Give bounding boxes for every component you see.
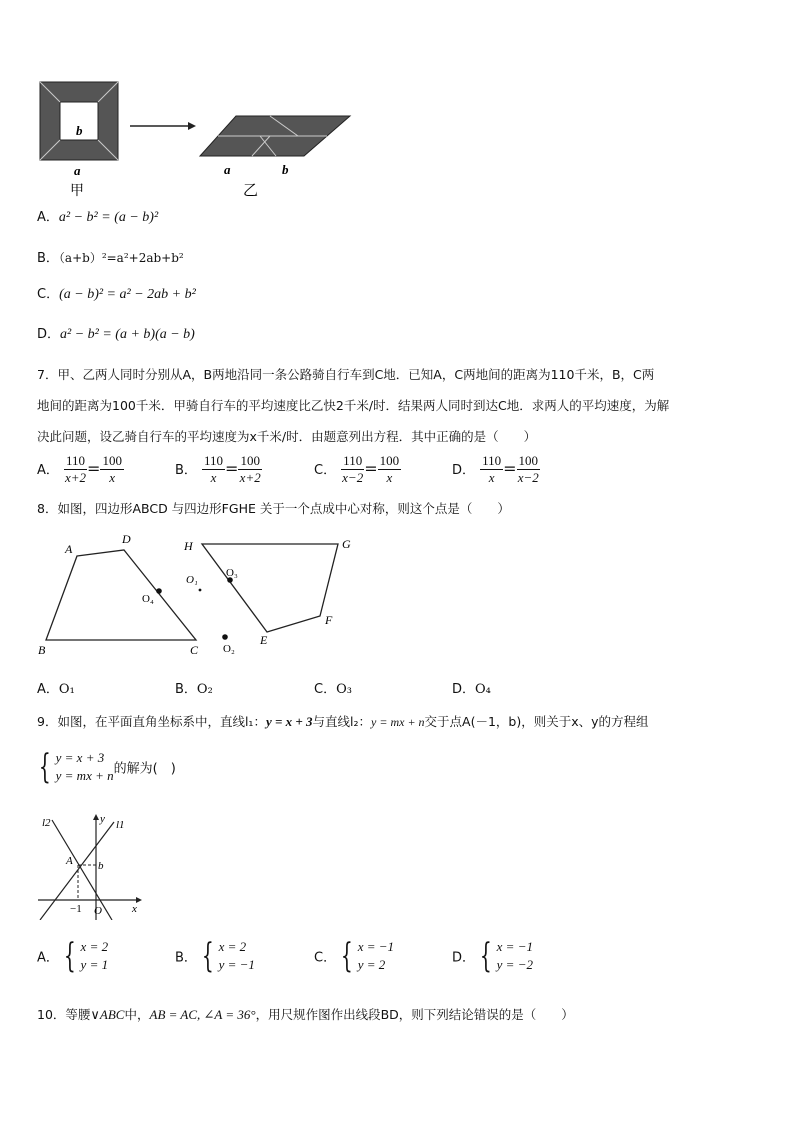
option-letter: D． <box>452 463 476 478</box>
figure-central-symmetry <box>36 528 366 658</box>
q8-question: 8．如图，四边形ABCD 与四边形FGHE 关于一个点成中心对称，则这个点是（ ） <box>37 501 510 516</box>
q10-question <box>37 1004 574 1023</box>
q9-text-pre: 9．如图，在平面直角坐标系中，直线l₁： <box>37 714 266 729</box>
fraction-left: $\frac{110}{x}$ <box>482 453 502 485</box>
system-eq-1: y = x + 3 <box>55 750 105 765</box>
label-o1: O₁ <box>186 574 198 586</box>
option-letter: B． <box>37 251 59 266</box>
q7-option-d[interactable]: D． $\frac{110}{x}$ = $\frac{100}{x-2}$ <box>452 453 539 485</box>
fraction-left: $\frac{110}{x}$ <box>204 453 224 485</box>
q7-option-c[interactable]: C． $\frac{110}{x-2}$ = $\frac{100}{x}$ <box>314 453 400 485</box>
label-o4: O₄ <box>142 593 154 605</box>
quad-abcd <box>46 550 196 640</box>
arrow-head <box>188 122 196 130</box>
label-o3: O₃ <box>226 567 238 579</box>
label-l1: l1 <box>116 819 125 831</box>
option-expression: a² − b² = (a + b)(a − b) <box>60 327 195 342</box>
option-letter: D． <box>452 682 476 697</box>
option-y: y = 2 <box>357 957 386 972</box>
option-letter: C． <box>314 950 337 966</box>
fraction-left: $\frac{110}{x+2}$ <box>64 453 87 485</box>
label-b-para: b <box>282 162 289 177</box>
option-letter: C． <box>314 682 337 697</box>
q10-text-post: ，用尺规作图作出线段BD，则下列结论错误的是（ ） <box>255 1007 574 1022</box>
option-y: y = −2 <box>496 957 533 972</box>
option-letter: A． <box>37 210 59 225</box>
label-y: y <box>100 813 105 825</box>
label-d: D <box>122 532 131 546</box>
label-o: O <box>94 905 102 917</box>
point-o4 <box>156 588 162 594</box>
label-b-square: b <box>76 123 83 138</box>
q9-eq1: y = x + 3 <box>265 714 313 729</box>
q9-option-b[interactable]: B． { x = 2 y = −1 <box>175 936 255 976</box>
label-h: H <box>184 539 193 553</box>
system-eq-2: y = mx + n <box>55 768 114 783</box>
label-o2: O₂ <box>223 643 235 655</box>
q9-eq2: y = mx + n <box>371 715 425 729</box>
system-suffix: 的解为( ) <box>113 761 176 777</box>
q7-option-a[interactable]: A． $\frac{110}{x+2}$ = $\frac{100}{x}$ <box>37 453 122 485</box>
option-letter: C． <box>37 287 60 302</box>
q6-option-b[interactable] <box>37 250 184 267</box>
fraction-right: $\frac{100}{x-2}$ <box>517 453 539 485</box>
label-x: x <box>132 903 137 915</box>
q9-option-c[interactable]: C． { x = −1 y = 2 <box>314 936 395 976</box>
q7-option-b[interactable]: B． $\frac{110}{x}$ = $\frac{100}{x+2}$ <box>175 453 261 485</box>
option-expression: （a+b）²=a²+2ab+b² <box>58 251 184 265</box>
q6-option-a[interactable] <box>37 210 158 226</box>
label-jia: 甲 <box>70 183 84 199</box>
option-x: x = 2 <box>218 939 247 954</box>
option-letter: B． <box>175 950 197 966</box>
option-letter: B． <box>175 682 197 697</box>
option-expression: (a − b)² = a² − 2ab + b² <box>59 287 196 302</box>
option-x: x = −1 <box>357 939 395 954</box>
q7-line-3: 决此问题，设乙骑自行车的平均速度为x千米/时．由题意列出方程．其中正确的是（ ） <box>37 429 537 444</box>
q6-option-d[interactable] <box>37 327 195 343</box>
label-a-para: a <box>224 162 231 177</box>
label-a: A <box>66 855 73 867</box>
q9-option-a[interactable]: A． { x = 2 y = 1 <box>37 936 109 976</box>
label-c: C <box>190 643 199 657</box>
option-value: O₃ <box>336 682 352 697</box>
option-letter: A． <box>37 463 59 478</box>
quad-fghe <box>202 544 338 632</box>
option-value: O₂ <box>196 682 213 697</box>
option-x: x = 2 <box>80 939 109 954</box>
label-yi: 乙 <box>243 181 259 199</box>
fraction-right: $\frac{100}{x}$ <box>102 453 122 485</box>
q9-text-post: 交于点A(－1，b)，则关于x、y的方程组 <box>424 714 649 729</box>
figure-coordinate-lines <box>36 812 146 920</box>
q9-option-d[interactable]: D． { x = −1 y = −2 <box>452 936 533 976</box>
q7-line-2: 地间的距离为100千米．甲骑自行车的平均速度比乙快2千米/时．结果两人同时到达C地．求两人的平均速度，为解 <box>37 398 670 413</box>
option-y: y = 1 <box>80 957 109 972</box>
point-o2 <box>222 634 228 640</box>
q9-text-mid: 与直线l₂： <box>312 714 372 729</box>
q8-option-a[interactable] <box>37 678 75 698</box>
label-e: E <box>260 633 268 647</box>
label-a: A <box>65 542 73 556</box>
option-y: y = −1 <box>218 957 255 972</box>
option-value: O₁ <box>58 682 75 697</box>
q9-question <box>37 712 649 730</box>
q9-system: { y = x + 3 y = mx + n 的解为( ) <box>38 747 176 787</box>
label-b: B <box>38 643 46 657</box>
label-a-square: a <box>74 163 81 178</box>
label-g: G <box>342 537 351 551</box>
fraction-right: $\frac{100}{x}$ <box>379 453 400 485</box>
option-letter: A． <box>37 682 59 697</box>
fraction-left: $\frac{110}{x-2}$ <box>342 453 364 485</box>
option-expression: a² − b² = (a − b)² <box>58 210 159 225</box>
q6-option-c[interactable] <box>37 287 196 303</box>
fraction-right: $\frac{100}{x+2}$ <box>239 453 261 485</box>
option-value: O₄ <box>475 682 491 697</box>
option-letter: D． <box>452 950 476 966</box>
point-o1 <box>199 589 202 592</box>
q8-option-b[interactable] <box>175 678 213 698</box>
option-x: x = −1 <box>496 939 533 954</box>
q8-option-c[interactable] <box>314 678 352 698</box>
label-f: F <box>325 613 333 627</box>
label-neg1: −1 <box>70 903 82 915</box>
option-letter: B． <box>175 463 197 478</box>
label-b: b <box>98 860 104 872</box>
q10-text-mid: 中， <box>124 1007 150 1022</box>
label-l2: l2 <box>42 817 51 829</box>
figure-square-parallelogram <box>36 78 366 200</box>
q10-condition: AB = AC, ∠A = 36° <box>149 1007 256 1022</box>
q8-option-d[interactable] <box>452 678 491 698</box>
q10-triangle: ∨ABC <box>90 1007 125 1022</box>
option-letter: C． <box>314 463 337 478</box>
option-letter: A． <box>37 950 59 966</box>
q7-line-1: 7．甲、乙两人同时分别从A，B两地沿同一条公路骑自行车到C地．已知A，C两地间的距离为110千米，B，C两 <box>37 367 655 382</box>
option-letter: D． <box>37 327 61 342</box>
q10-text-pre: 10．等腰 <box>37 1007 91 1022</box>
